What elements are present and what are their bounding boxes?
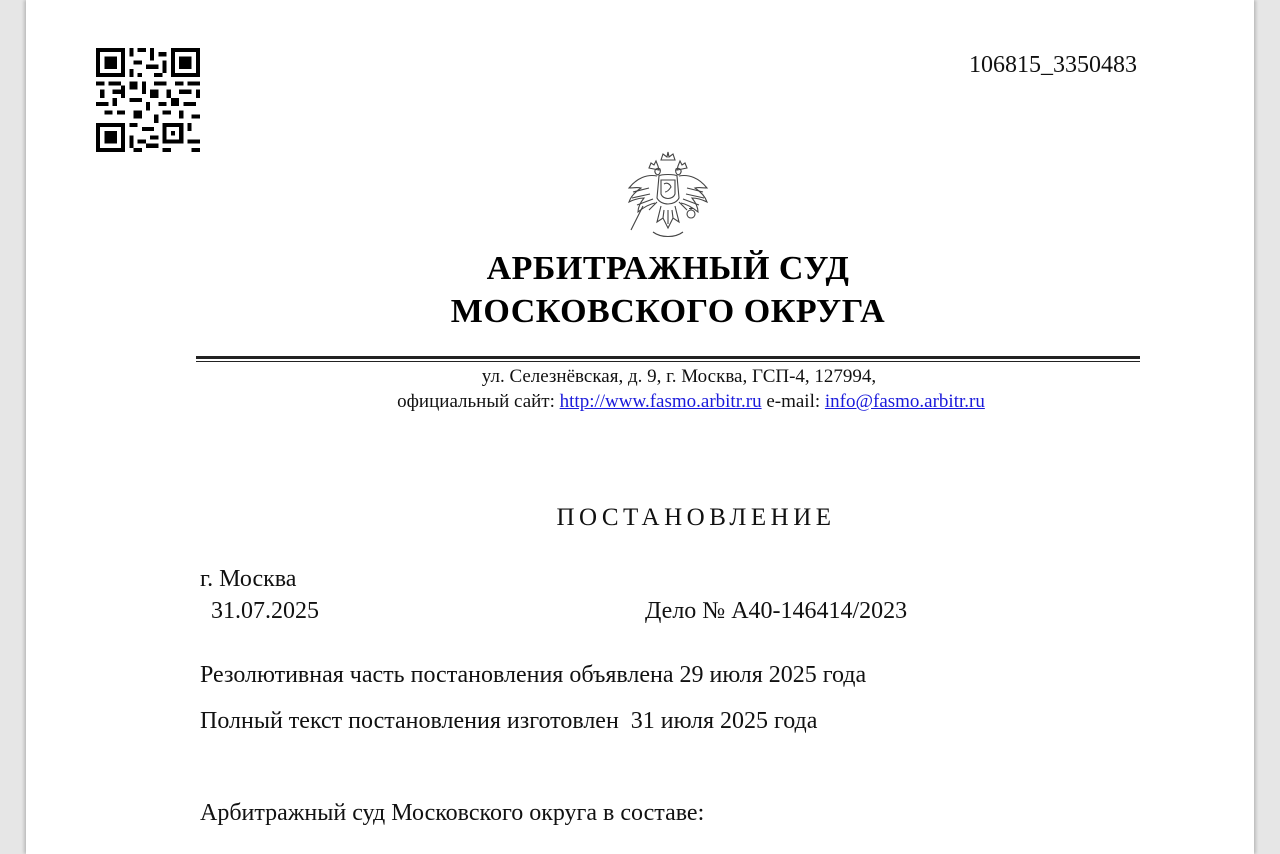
court-contacts [26, 389, 1280, 415]
court-composition-line: Арбитражный суд Московского округа в составе: [200, 800, 705, 826]
document-type-title: ПОСТАНОВЛЕНИЕ [556, 504, 836, 531]
document-page [26, 0, 1254, 854]
court-name-line1: АРБИТРАЖНЫЙ СУД [486, 250, 850, 287]
court-address: ул. Селезнёвская, д. 9, г. Москва, ГСП-4, 127994, [481, 366, 877, 387]
header-rule-thin [196, 361, 1140, 362]
document-date: 31.07.2025 [211, 598, 319, 624]
document-id-number: 106815_3350483 [969, 52, 1137, 78]
city: г. Москва [200, 566, 297, 592]
website-link[interactable]: http://www.fasmo.arbitr.ru [559, 391, 762, 412]
site-label: официальный сайт: [397, 391, 560, 412]
qr-code-icon [96, 48, 200, 152]
coat-of-arms-emblem [623, 148, 713, 244]
email-link[interactable]: info@fasmo.arbitr.ru [824, 391, 985, 412]
case-number: Дело № А40-146414/2023 [645, 598, 908, 624]
court-name-line2: МОСКОВСКОГО ОКРУГА [450, 293, 886, 330]
full-text-made-line: Полный текст постановления изготовлен 31 июля 2025 года [200, 708, 818, 734]
resolution-announced-line: Резолютивная часть постановления объявлена 29 июля 2025 года [200, 662, 867, 688]
header-rule-thick [196, 356, 1140, 359]
email-label: e-mail: [761, 391, 825, 412]
